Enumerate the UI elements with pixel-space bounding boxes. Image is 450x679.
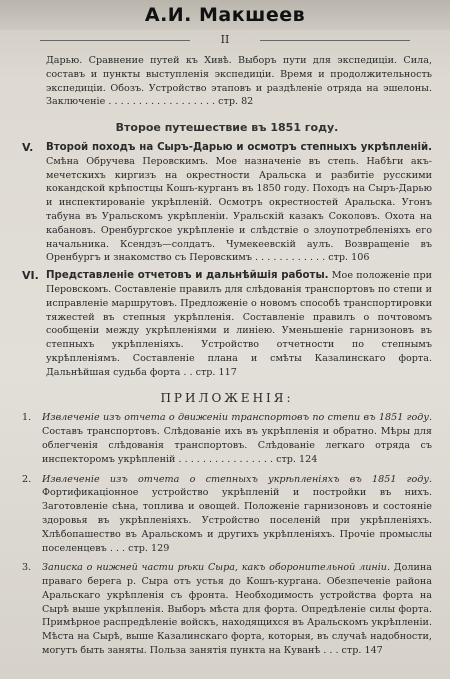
- appendix-2-heading: Извлеченіе изъ отчета о степныхъ укрѣпленіяхъ въ 1851 году.: [42, 473, 432, 485]
- chapter-v-paragraph: [46, 141, 432, 265]
- chapter-v-page-ref: . . . . . . . . . . . . стр. 106: [255, 252, 370, 264]
- appendix-1-heading: Извлеченіе изъ отчета о движеніи транспортовъ по степи въ 1851 году.: [42, 412, 432, 424]
- chapter-v-heading: Второй походъ на Сыръ-Дарью и осмотръ степныхъ укрѣпленій.: [46, 141, 432, 153]
- appendix-2-paragraph: [42, 473, 432, 556]
- appendix-3-page-ref: . . . стр. 147: [323, 645, 383, 657]
- appendix-3-number: 3.: [22, 562, 32, 574]
- page-content: [0, 46, 450, 658]
- appendix-2-page-ref: . . . стр. 129: [109, 542, 170, 554]
- section-title: Второе путешествие въ 1851 году.: [115, 121, 339, 135]
- chapter-vi-paragraph: [46, 269, 432, 379]
- appendix-title: ПРИЛОЖЕНІЯ:: [160, 390, 294, 405]
- appendix-3-paragraph: [42, 561, 432, 658]
- appendix-1-page-ref: . . . . . . . . . . . . . . . . стр. 124: [178, 453, 318, 465]
- appendix-2-text: Фортификаціонное устройство укрѣпленій и постройки въ нихъ. Заготовленіе сѣна, топлива и овощей. Положеніе гарнизоновъ и состояніе здоровья въ укрѣпленіяхъ. Устройство поселеній при укрѣпленіяхъ. Хлѣбопашество въ Аральскомъ и другихъ укрѣпленіяхъ. Прочіе промыслы поселенцевъ: [42, 487, 432, 554]
- appendix-2: [22, 473, 432, 556]
- appendix-1: [22, 411, 432, 466]
- intro-text: Дарью. Сравнение путей къ Хивѣ. Выборъ пути для экспедиціи. Сила, составъ и пункты выступленія экспедиціи. Время и продолжительность экспедиціи. Обозъ. Устройство этаповъ и раздѣленіе отряда на эшелоны. Заключеніе: [46, 55, 432, 108]
- chapter-vi-heading: Представленіе отчетовъ и дальнѣйшія работы.: [46, 270, 329, 282]
- chapter-v-number: V.: [22, 140, 34, 154]
- appendix-1-text: Составъ транспортовъ. Слѣдованіе ихъ въ укрѣпленія и обратно. Мѣры для облегченія слѣдованія транспортовъ. Слѣдованіе легкаго отряда съ инспекторомъ укрѣпленій: [42, 426, 432, 465]
- chapter-vi-page-ref: . . стр. 117: [183, 366, 237, 378]
- header-title: А.И. Макшеев: [144, 4, 306, 26]
- appendix-3: [22, 561, 432, 658]
- appendix-3-heading: Записка о нижней части рѣки Сыра, какъ оборонительной линіи.: [42, 562, 391, 574]
- chapter-vi-number: VI.: [22, 269, 39, 283]
- appendix-2-number: 2.: [22, 473, 32, 485]
- intro-page-ref: . . . . . . . . . . . . . . . . . . стр. 82: [108, 96, 254, 108]
- chapter-v: [22, 141, 432, 265]
- chapter-v-text: Смѣна Обручева Перовскимъ. Мое назначеніе въ степь. Набѣги акъ-мечетскихъ киргизъ на окрестности Аральска и разбитіе русскими кокандской крѣпостцы Кошъ-курганъ въ 1850 году. Походъ на Сыръ-Дарью и инспектированіе укрѣпленій. Осмотръ окрестностей Аральска. Угонъ табуна въ Уральскомъ укрѣпленіи. Уральскій казакъ Соколовъ. Охота на кабановъ. Оренбургское укрѣпленіе и слѣдствіе о злоупотребленіяхъ его начальника. Ксендзъ—солдатъ. Чумекеевскій аулъ. Возвращеніе въ Оренбургъ и знакомство съ Перовскимъ: [46, 155, 432, 264]
- chapter-vi-text: Мое положеніе при Перовскомъ. Составленіе правилъ для слѣдованія транспортовъ по степи и исправленіе маршрутовъ. Предложеніе о новомъ способѣ транспортировки тяжестей въ степныя укрѣпленія. Составленіе правилъ о почтовомъ сообщеніи между укрѣпленіями и линіею. Уменьшеніе гарнизоновъ въ степныхъ укрѣпленіяхъ. Устройство отчетности по степнымъ укрѣпленіямъ. Составленіе плана и смѣты Казалинскаго форта. Дальнѣйшая судьба форта: [46, 270, 433, 378]
- appendix-3-text: Долина праваго берега р. Сыра отъ устья до Кошъ-кургана. Обезпеченіе района Аральскаго укрѣпленія съ фронта. Необходимость устройства форта на Сырѣ выше укрѣпленія. Выборъ мѣста для форта. Опредѣленіе силы форта. Примѣрное распредѣленіе войскъ, находящихся въ Аральскомъ укрѣпленіи. Мѣста на Сырѣ, выше Казалинскаго форта, которыя, въ случаѣ надобности, могутъ быть заняты. Польза занятія пункта на Куванѣ: [42, 562, 432, 657]
- appendix-1-number: 1.: [22, 412, 32, 424]
- intro-paragraph: [22, 54, 432, 109]
- page-number: II: [0, 33, 450, 46]
- appendix-1-paragraph: [42, 411, 432, 466]
- chapter-vi: [22, 269, 432, 379]
- header-band: [0, 0, 450, 30]
